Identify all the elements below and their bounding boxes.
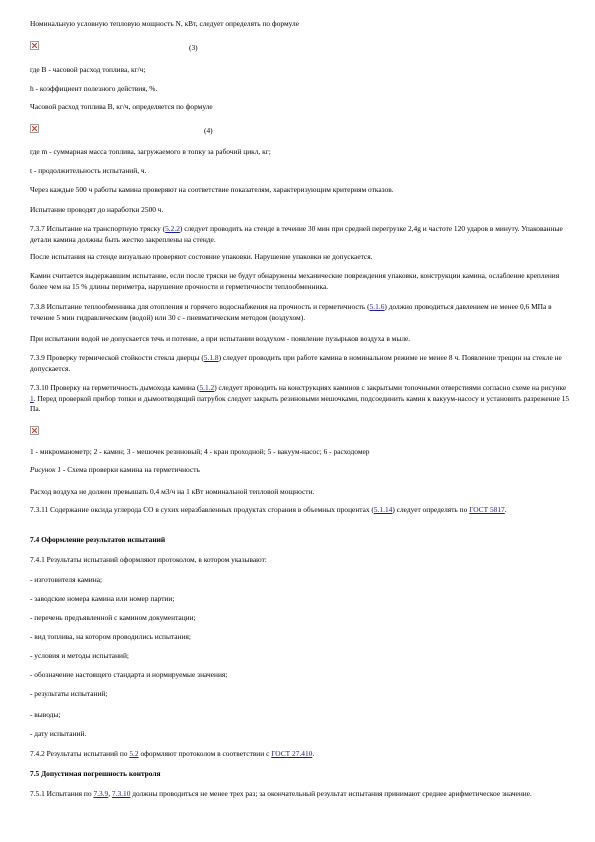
equation-number: (4) [204,126,213,135]
paragraph-7-5-1: 7.5.1 Испытания по 7.3.9, 7.3.10 должны проводиться не менее трех раз; за окончательный результат испытания принимают среднее арифметическое значение. [30,789,532,798]
link-5-1-8[interactable]: 5.1.8 [203,353,219,362]
paragraph-7-3-8: 7.3.8 Испытание теплообменника для отопления и горячего водоснабжения на прочность и герметичность (5.1.6) должно проводиться давлением не менее 0,6 МПа в течение 5 мин гидравлическим (водой) или 30 с - пневматическим методом (воздухом). [30,302,552,322]
list-item: - условия и методы испытаний; [30,651,129,660]
link-5-1-2[interactable]: 5.1.2 [199,383,215,392]
paragraph-7-4-2: 7.4.2 Результаты испытаний по 5.2 оформляют протоколом в соответствии с ГОСТ 27.410. [30,749,315,758]
paragraph-7-3-7: 7.3.7 Испытание на транспортную тряску (5.2.2) следует проводить на стенде в течение 30 мин при средней перегрузке 2,4g и частоте 120 ударов в минуту. Упакованные детали камина должны быть жестко закреплены на стенде. [30,224,563,244]
paragraph-where-m: где m - суммарная масса топлива, загружаемого в топку за рабочий цикл, кг; [30,147,271,156]
link-7-3-10[interactable]: 7.3.10 [111,789,131,798]
paragraph-pass-criteria: Камин считается выдержавшим испытание, если после тряски не будут обнаружены механические повреждения упаковки, конструкции камина, ослабление крепления более чем на 15 % длины периметра, нарушение прочности и герметичности теплообменника. [30,271,560,291]
list-item: - результаты испытаний; [30,689,108,698]
equation-number: (3) [189,43,198,52]
paragraph-air-consumption: Расход воздуха не должен превышать 0,4 м3/ч на 1 кВт номинальной тепловой мощности. [30,487,315,496]
paragraph-7-3-9: 7.3.9 Проверку термической стойкости стекла дверцы (5.1.8) следует проводить при работе камина в номинальном режиме не менее 8 ч. Появление трещин на стекле не допускается. [30,353,562,373]
link-5-1-14[interactable]: 5.1.14 [373,505,393,514]
paragraph-duration: t - продолжительность испытаний, ч. [30,166,147,175]
paragraph-water-air-test: При испытании водой не допускается течь и потение, а при испытании воздухом - появление пузырьков воздуха в мыле. [30,334,411,343]
link-7-3-9[interactable]: 7.3.9 [93,789,109,798]
list-item: - дату испытаний. [30,729,87,738]
heading-7-4: 7.4 Оформление результатов испытаний [30,535,166,544]
link-5-2[interactable]: 5.2 [129,749,139,758]
list-item: - изготовителя камина; [30,575,103,584]
link-gost-27-410[interactable]: ГОСТ 27.410 [271,749,313,758]
list-item: - выводы; [30,710,61,719]
paragraph-7-4-1: 7.4.1 Результаты испытаний оформляют протоколом, в котором указывают: [30,555,267,564]
paragraph-500h-check: Через каждые 500 ч работы камина проверяют на соответствие показателям, характеризующим критериям отказов. [30,185,394,194]
paragraph-fuel-rate-intro: Часовой расход топлива B, кг/ч, определяется по формуле [30,102,213,111]
link-figure-1[interactable]: 1 [30,393,34,403]
link-5-1-6[interactable]: 5.1.6 [369,302,385,311]
link-5-2-2[interactable]: 5.2.2 [165,224,180,233]
broken-image-icon [30,41,39,50]
paragraph-packaging-check: После испытания на стенде визуально проверяют состояние упаковки. Нарушение упаковки не допускается. [30,252,373,261]
list-item: - заводские номера камина или номер партии; [30,594,175,603]
link-gost-5817[interactable]: ГОСТ 5817 [469,505,505,514]
figure-caption: Рисунок 1 - Схема проверки камина на герметичность [30,465,200,474]
broken-image-icon [30,426,39,435]
paragraph-power-formula-intro: Номинальную условную тепловую мощность N, кВт, следует определять по формуле [30,19,300,28]
paragraph-2500h: Испытание проводят до наработки 2500 ч. [30,205,164,214]
list-item: - вид топлива, на котором проводились испытания; [30,632,191,641]
figure-legend: 1 - микроманометр; 2 - камин; 3 - мешочек резиновый; 4 - кран проходной; 5 - вакуум-насос; 6 - расходомер [30,447,370,456]
list-item: - перечень предъявленной с камином документации; [30,613,196,622]
list-item: - обозначение настоящего стандарта и нормируемые значения; [30,670,228,679]
paragraph-efficiency: h - коэффициент полезного действия, %. [30,84,158,93]
paragraph-where-b: где B - часовой расход топлива, кг/ч; [30,65,146,74]
heading-7-5: 7.5 Допустимая погрешность контроля [30,769,161,778]
paragraph-7-3-10: 7.3.10 Проверку на герметичность дымохода камина (5.1.2) следует проводить на конструкциях каминов с закрытыми топочными отверстиями согласно схеме на рисунке 1. Перед проверкой прибор топки и дымоотводящий патрубок следует закрыть резиновыми мешочками, подсоединить камин к вакуум-насосу и установить разрежение 15 Па. [30,383,570,414]
broken-image-icon [30,124,39,133]
paragraph-7-3-11: 7.3.11 Содержание оксида углерода CO в сухих неразбавленных продуктах сгорания в объемных процентах (5.1.14) следует определять по ГОСТ 5817. [30,505,507,514]
